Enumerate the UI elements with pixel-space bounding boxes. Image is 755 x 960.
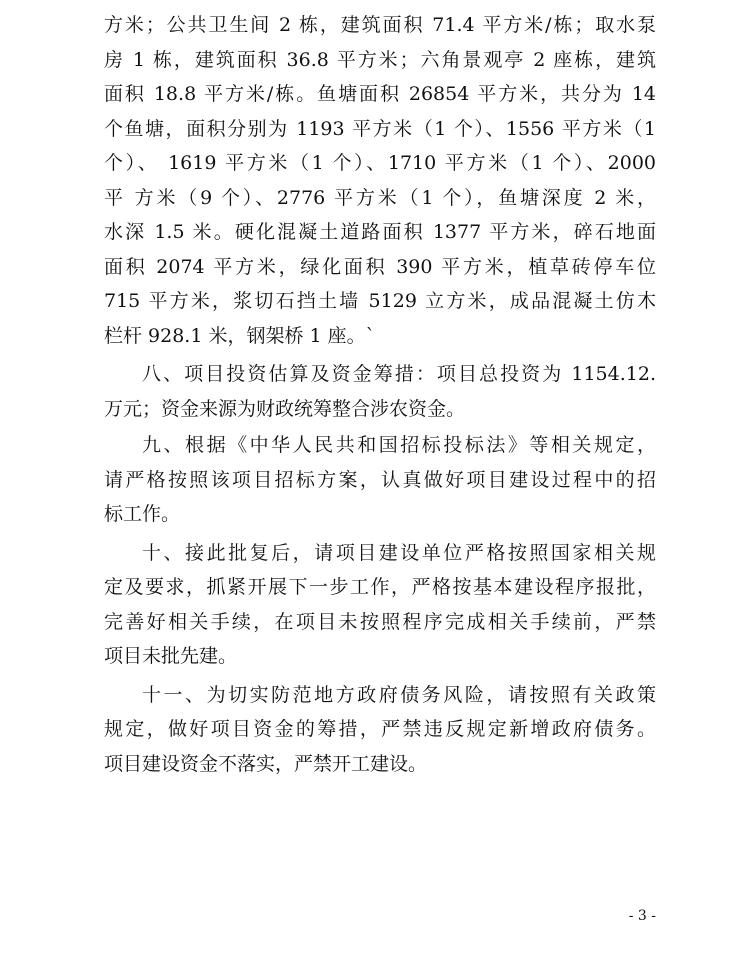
paragraph-debt-risk [104, 678, 656, 782]
text-line: 方米；公共卫生间 2 栋，建筑面积 71.4 平方米/栋；取水泵 [104, 14, 656, 36]
text-line: 九、根据《中华人民共和国招标投标法》等相关规定， [142, 434, 656, 456]
text-line: 平 方米（9 个）、2776 平方米（1 个），鱼塘深度 2 米， [104, 186, 656, 209]
text-line: 万元；资金来源为财政统筹整合涉农资金。 [104, 397, 466, 420]
text-line: 项目未批先建。 [104, 645, 238, 667]
text-line: 房 1 栋，建筑面积 36.8 平方米；六角景观亭 2 座栋，建筑 [104, 48, 656, 71]
text-line: 标工作。 [104, 503, 181, 525]
text-line: 定及要求，抓紧开展下一步工作，严格按基本建设程序报批， [104, 576, 656, 598]
text-line: 栏杆 928.1 米，钢架桥 1 座。` [104, 324, 376, 347]
text-line: 715 平方米，浆切石挡土墙 5129 立方米，成品混凝土仿木 [104, 290, 656, 312]
text-line: 请严格按照该项目招标方案，认真做好项目建设过程中的招 [104, 468, 656, 491]
text-line: 个）、 1619 平方米（1 个）、1710 平方米（1 个）、2000 [104, 152, 656, 174]
paragraph-bidding-law [104, 428, 656, 532]
text-line: 项目建设资金不落实，严禁开工建设。 [104, 752, 428, 775]
document-body [104, 8, 656, 781]
text-line: 十一、为切实防范地方政府债务风险，请按照有关政策 [142, 683, 656, 706]
text-line: 面积 18.8 平方米/栋。鱼塘面积 26854 平方米，共分为 14 [104, 83, 656, 105]
text-line: 个鱼塘，面积分别为 1193 平方米（1 个）、1556 平方米（1 [104, 117, 656, 140]
text-line: 完善好相关手续，在项目未按照程序完成相关手续前，严禁 [104, 610, 656, 633]
paragraph-investment [104, 357, 656, 426]
text-line: 面积 2074 平方米，绿化面积 390 平方米，植草砖停车位 [104, 255, 656, 278]
text-line: 十、接此批复后，请项目建设单位严格按照国家相关规 [142, 541, 656, 564]
page-number: - 3 - [628, 908, 656, 924]
text-line: 规定，做好项目资金的筹措，严禁违反规定新增政府债务。 [104, 718, 656, 740]
text-line: 八、项目投资估算及资金筹措：项目总投资为 1154.12. [142, 363, 656, 385]
paragraph-continuation [104, 8, 656, 353]
text-line: 水深 1.5 米。硬化混凝土道路面积 1377 平方米，碎石地面 [104, 221, 656, 243]
paragraph-approval-procedure [104, 536, 656, 674]
